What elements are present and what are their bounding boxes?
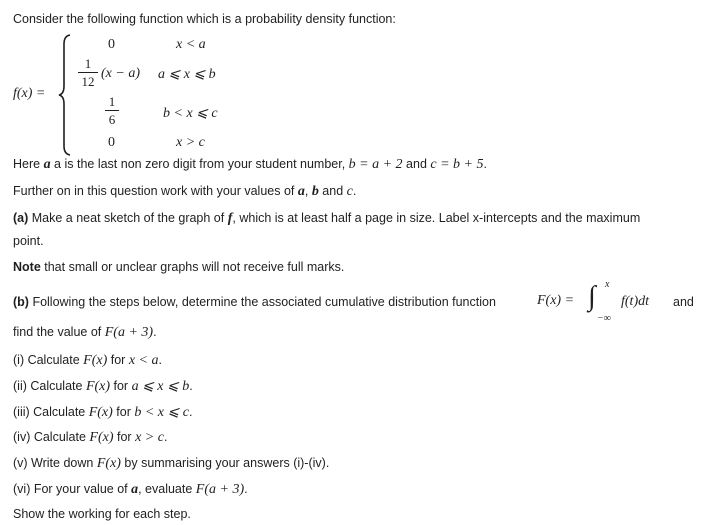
and-word: and bbox=[673, 295, 694, 309]
definition-line: Here a a is the last non zero digit from your student number, b = a + 2 and c = b + 5. bbox=[13, 157, 487, 172]
part-b-label: (b) bbox=[13, 295, 29, 309]
case2-numerator: 1 bbox=[84, 56, 92, 71]
integral-lower-limit: −∞ bbox=[597, 313, 611, 324]
step-iii: (iii) Calculate F(x) for b < x ⩽ c. bbox=[13, 405, 193, 420]
left-brace-icon bbox=[58, 34, 72, 156]
pdf-lhs: f(x) = bbox=[13, 86, 46, 101]
part-a-line1: (a) Make a neat sketch of the graph of f, which is at least half a page in size. Label x-intercepts and the maximum bbox=[13, 211, 641, 226]
part-a-label: (a) bbox=[13, 211, 29, 225]
step-ii: (ii) Calculate F(x) for a ⩽ x ⩽ b. bbox=[13, 379, 193, 394]
part-b-line1: (b) Following the steps below, determine the associated cumulative distribution function bbox=[13, 295, 496, 309]
intro-text: Consider the following function which is a probability density function: bbox=[13, 12, 396, 26]
part-b-line2: find the value of F(a + 3). bbox=[13, 325, 157, 340]
note-line: Note that small or unclear graphs will not receive full marks. bbox=[13, 260, 345, 274]
integral-upper-limit: x bbox=[605, 279, 610, 290]
case2-condition: a ⩽ x ⩽ b bbox=[158, 67, 216, 82]
note-label: Note bbox=[13, 260, 41, 274]
step-iv: (iv) Calculate F(x) for x > c. bbox=[13, 430, 168, 445]
case2-fraction bbox=[78, 56, 98, 89]
case3-condition: b < x ⩽ c bbox=[163, 106, 218, 121]
integrand: f(t)dt bbox=[621, 294, 649, 309]
case2-denominator: 12 bbox=[81, 74, 95, 89]
step-v: (v) Write down F(x) by summarising your answers (i)-(iv). bbox=[13, 456, 330, 471]
case3-fraction bbox=[105, 94, 119, 127]
step-vi: (vi) For your value of a, evaluate F(a + 3). bbox=[13, 482, 248, 497]
closing-line: Show the working for each step. bbox=[13, 507, 191, 521]
case4-condition: x > c bbox=[176, 135, 205, 150]
case1-value: 0 bbox=[108, 37, 115, 52]
further-line: Further on in this question work with your values of a, b and c. bbox=[13, 184, 357, 199]
case1-condition: x < a bbox=[176, 37, 206, 52]
case2-value-tail: (x − a) bbox=[101, 66, 140, 81]
case3-denominator: 6 bbox=[108, 112, 116, 127]
integral-sign-icon: ∫ bbox=[588, 281, 596, 312]
case3-numerator: 1 bbox=[108, 94, 116, 109]
case4-value: 0 bbox=[108, 135, 115, 150]
part-a-line2: point. bbox=[13, 234, 44, 248]
step-i: (i) Calculate F(x) for x < a. bbox=[13, 353, 162, 368]
cdf-lhs: F(x) = bbox=[537, 293, 575, 308]
